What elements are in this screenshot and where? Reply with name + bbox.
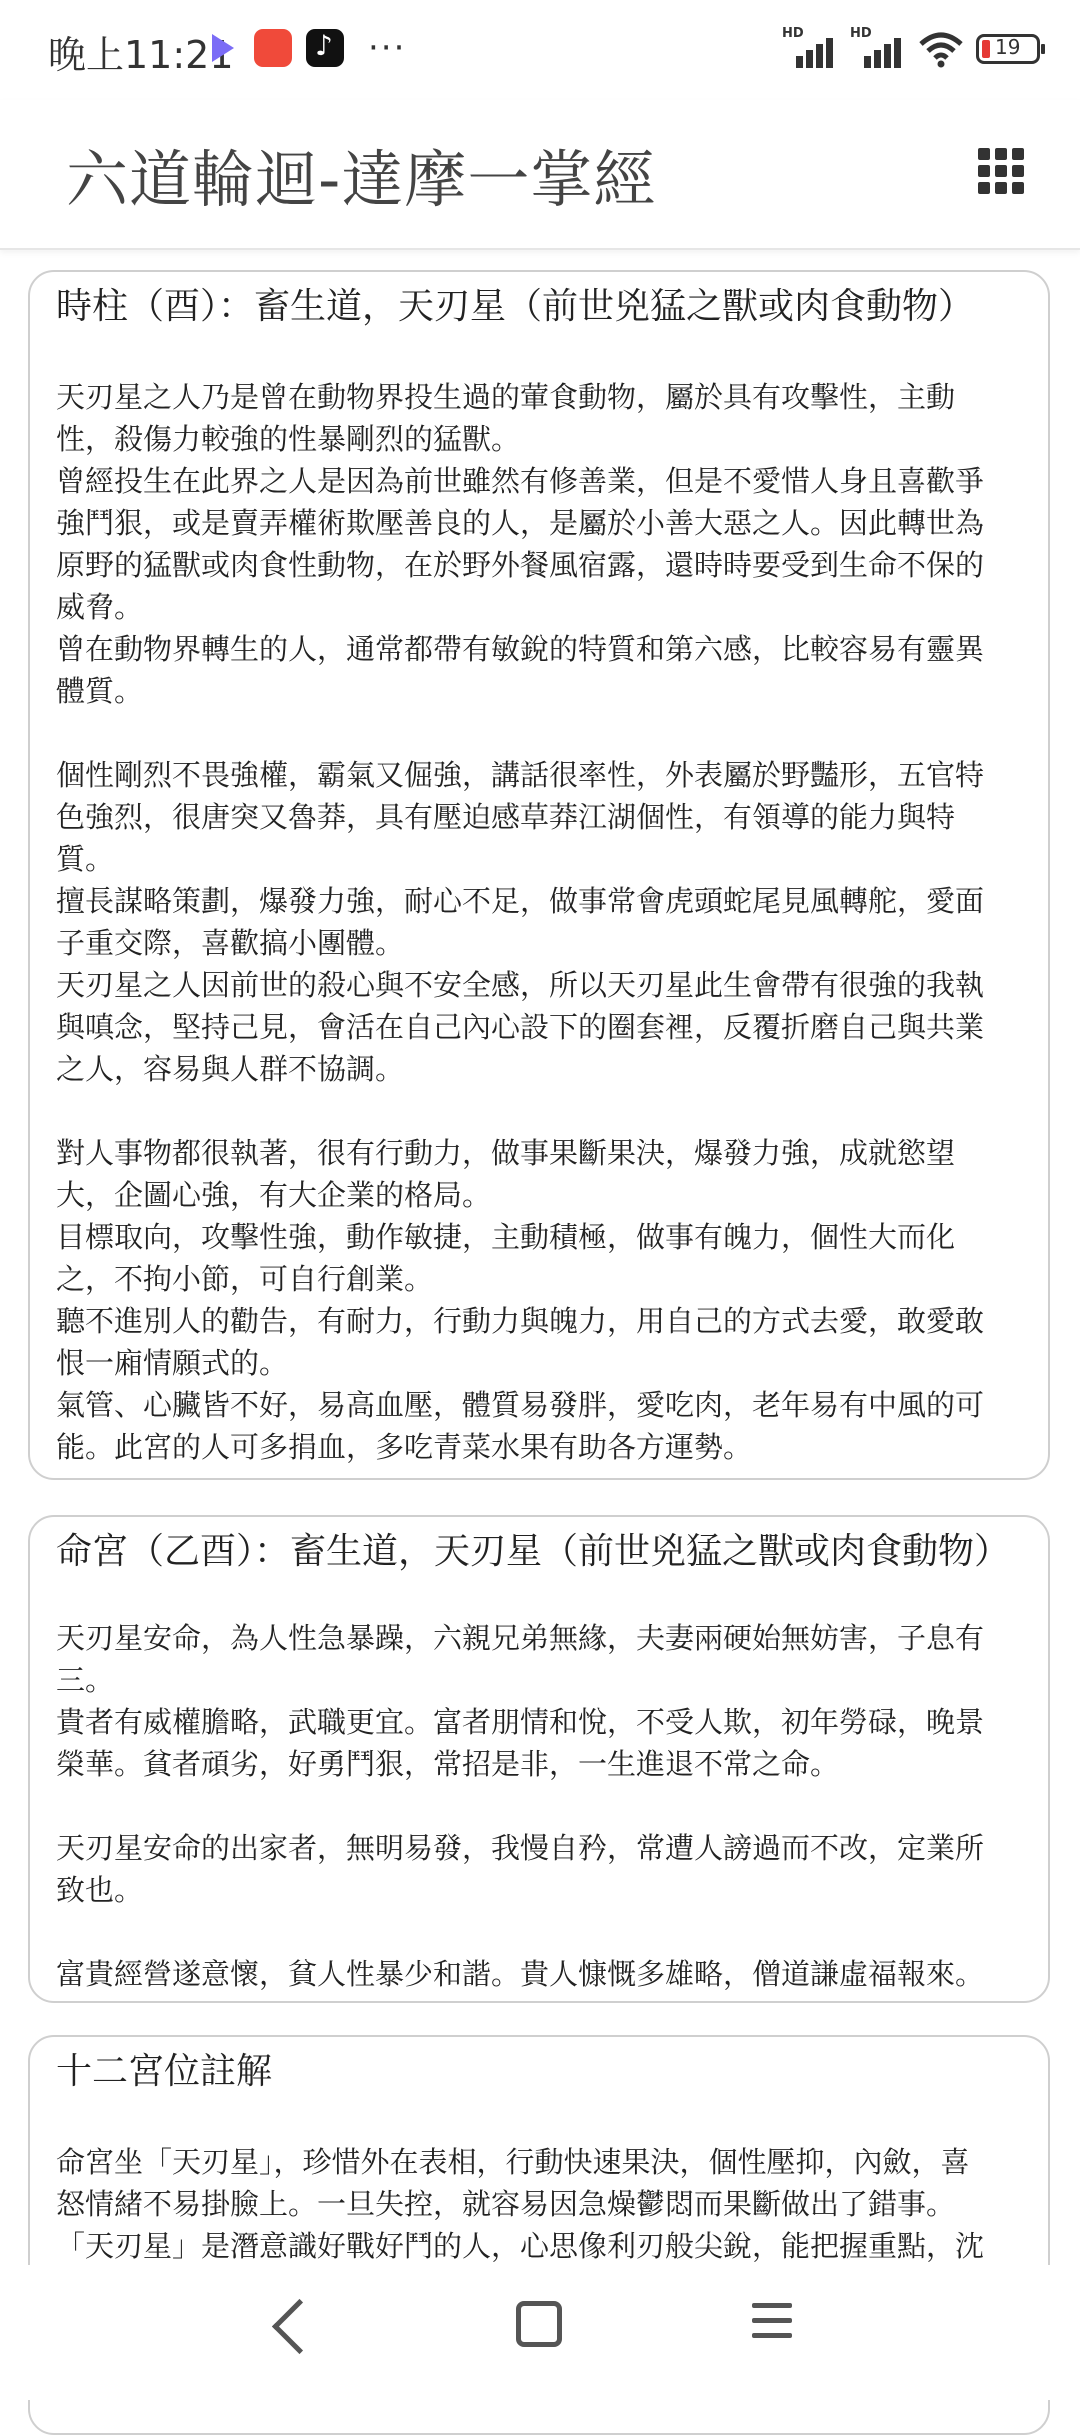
signal-hd-label-2: HD [850,26,872,41]
text-line: 對人事物都很執著，很有行動力，做事果斷果決，爆發力強，成就慾望 [56,1136,956,1170]
text-line: 質。 [56,842,115,876]
status-bar [0,0,1080,100]
signal-icon-1 [782,26,838,68]
back-icon[interactable] [272,2299,327,2354]
signal-hd-label-1: HD [782,26,804,41]
content-card-hour-pillar [28,270,1050,1480]
text-line: 能。此宮的人可多捐血，多吃青菜水果有助各方運勢。 [56,1430,753,1464]
text-line: 富貴經營遂意懷，貧人性暴少和諧。貴人慷慨多雄略，僧道謙虛福報來。 [56,1957,985,1991]
card-title: 時柱（酉）：畜生道，天刃星（前世兇猛之獸或肉食動物） [56,286,975,327]
text-line: 天刃星安命的出家者，無明易發，我慢自矜，常遭人謗過而不改，定業所 [56,1831,985,1865]
text-line: 之人，容易與人群不協調。 [56,1052,405,1086]
blank-line [56,712,1040,754]
status-time: 晚上11:21 [48,33,234,77]
page-title: 六道輪迴-達摩一掌經 [66,143,657,216]
text-line: 恨一廂情願式的。 [56,1346,289,1380]
text-line: 榮華。貧者頑劣，好勇鬥狠，常招是非，一生進退不常之命。 [56,1747,840,1781]
text-line: 天刃星之人因前世的殺心與不安全感，所以天刃星此生會帶有很強的我執 [56,968,985,1002]
signal-icon-2 [850,26,906,68]
text-line: 擅長謀略策劃，爆發力強，耐心不足，做事常會虎頭蛇尾見風轉舵，愛面 [56,884,985,918]
text-line: 命宮坐「天刃星」，珍惜外在表相，行動快速果決，個性壓抑，內斂，喜 [56,2145,970,2179]
text-line: 曾在動物界轉生的人，通常都帶有敏銳的特質和第六感，比較容易有靈異 [56,632,985,666]
tiktok-icon [306,29,344,67]
apps-grid-menu-icon[interactable] [978,148,1024,194]
text-line: 大，企圖心強，有大企業的格局。 [56,1178,492,1212]
text-line: 威脅。 [56,590,144,624]
entertainment-app-icon [254,29,292,67]
blank-line [56,1911,1040,1953]
card-body [56,2141,1040,2267]
battery-level: 19 [995,35,1021,59]
text-line: 聽不進別人的勸告，有耐力，行動力與魄力，用自己的方式去愛，敢愛敢 [56,1304,985,1338]
card-title: 十二宮位註解 [56,2051,273,2092]
content-card-life-palace [28,1515,1050,2003]
home-icon[interactable] [516,2301,562,2347]
wifi-icon [918,30,964,68]
text-line: 與嗔念，堅持己見，會活在自己內心設下的圈套裡，反覆折磨自己與共業 [56,1010,985,1044]
system-navigation-bar [0,2265,1080,2400]
text-line: 體質。 [56,674,144,708]
recent-apps-icon[interactable] [752,2303,792,2341]
blank-line [56,1785,1040,1827]
card-body [56,1617,1040,1995]
text-line: 「天刃星」是潛意識好戰好鬥的人，心思像利刃般尖銳，能把握重點，沈 [56,2229,985,2263]
text-line: 目標取向，攻擊性強，動作敏捷，主動積極，做事有魄力，個性大而化 [56,1220,956,1254]
text-line: 色強烈，很唐突又魯莽，具有壓迫感草莽江湖個性，有領導的能力與特 [56,800,956,834]
battery-icon [976,34,1040,64]
text-line: 之，不拘小節，可自行創業。 [56,1262,434,1296]
text-line: 致也。 [56,1873,144,1907]
app-header [0,100,1080,250]
notification-icons [212,28,406,68]
text-line: 三。 [56,1663,115,1697]
text-line: 個性剛烈不畏強權，霸氣又倔強，講話很率性，外表屬於野豔形，五官特 [56,758,985,792]
text-line: 貴者有威權膽略，武職更宜。富者朋情和悅，不受人欺，初年勞碌，晚景 [56,1705,985,1739]
more-notifications-icon: ··· [368,28,407,68]
video-player-icon [212,34,234,62]
card-title: 命宮（乙酉）：畜生道，天刃星（前世兇猛之獸或肉食動物） [56,1531,1011,1572]
text-line: 氣管、心臟皆不好，易高血壓，體質易發胖，愛吃肉，老年易有中風的可 [56,1388,985,1422]
text-line: 曾經投生在此界之人是因為前世雖然有修善業，但是不愛惜人身且喜歡爭 [56,464,985,498]
text-line: 天刃星安命，為人性急暴躁，六親兄弟無緣，夫妻兩硬始無妨害，子息有 [56,1621,985,1655]
text-line: 性，殺傷力較強的性暴剛烈的猛獸。 [56,422,521,456]
blank-line [56,1090,1040,1132]
text-line: 怒情緒不易掛臉上。一旦失控，就容易因急燥鬱悶而果斷做出了錯事。 [56,2187,956,2221]
card-body [56,376,1040,1468]
text-line: 強鬥狠，或是賣弄權術欺壓善良的人，是屬於小善大惡之人。因此轉世為 [56,506,985,540]
system-icons [782,26,1040,68]
text-line: 天刃星之人乃是曾在動物界投生過的葷食動物，屬於具有攻擊性，主動 [56,380,956,414]
text-line: 子重交際，喜歡搞小團體。 [56,926,405,960]
text-line: 原野的猛獸或肉食性動物，在於野外餐風宿露，還時時要受到生命不保的 [56,548,985,582]
